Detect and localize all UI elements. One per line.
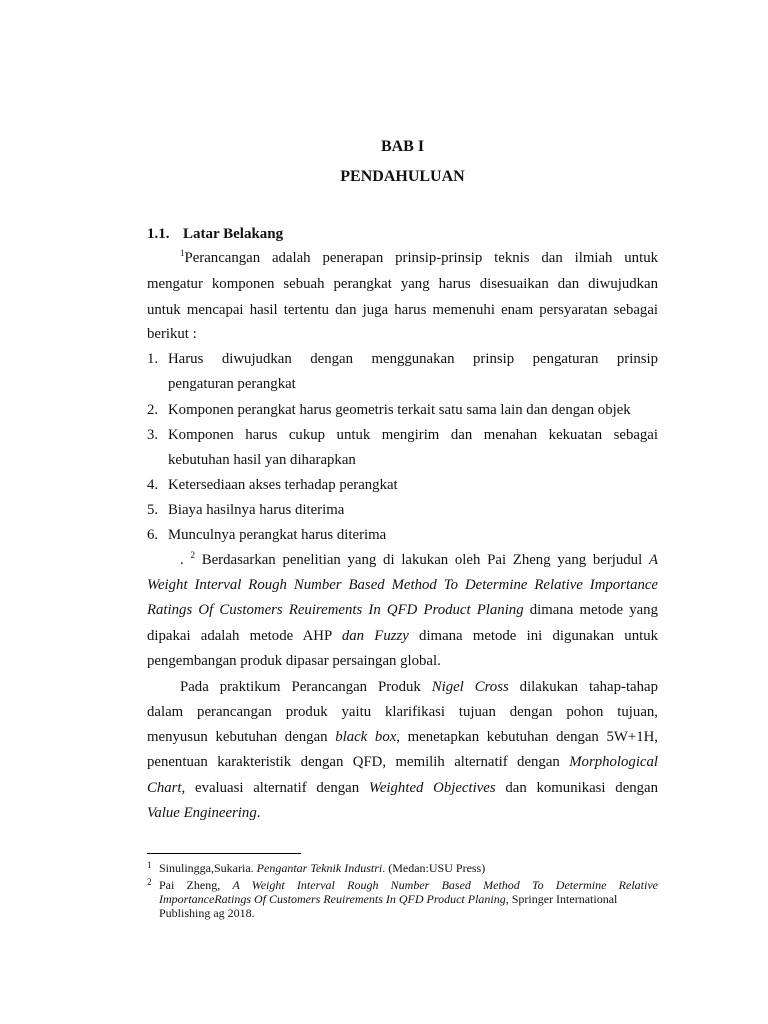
para3-line-4: penentuan karakteristik dengan QFD, memilih alternatif dengan Morphological (147, 754, 659, 770)
intro-line-1: $^1$Perancangan adalah penerapan prinsip-prinsip teknis dan ilmiah untuk (180, 248, 658, 266)
section-number: 1.1. (147, 226, 170, 242)
intro-line-3: untuk mencapai hasil tertentu dan juga harus memenuhi enam persyaratan sebagai (147, 302, 658, 318)
intro-line-4: berikut : (147, 326, 197, 342)
para2-line-2: Weight Interval Rough Number Based Method To Determine Relative Importance (147, 577, 658, 593)
list-item: 3. Komponen harus cukup untuk mengirim dan menahan kekuatan sebagai (147, 427, 658, 443)
list-item: 5. Biaya hasilnya harus diterima (147, 502, 345, 518)
list-item: 4. Ketersediaan akses terhadap perangkat (147, 477, 398, 493)
para2-line-4: dipakai adalah metode AHP dan Fuzzy dimana metode ini digunakan untuk (147, 628, 659, 644)
footnote-mark: 1 (147, 860, 152, 870)
para2-line-5: pengembangan produk dipasar persaingan global. (147, 653, 441, 669)
para3-line-2: dalam perancangan produk yaitu klarifikasi tujuan dengan pohon tujuan, (147, 704, 658, 720)
section-heading (147, 226, 283, 243)
footnote-ref-1: 1 (180, 248, 185, 259)
para3-line-5: Chart, evaluasi alternatif dengan Weighted Objectives dan komunikasi dengan (147, 780, 659, 796)
para3-line-1: Pada praktikum Perancangan Produk Nigel Cross dilakukan tahap-tahap (180, 679, 658, 695)
intro-line-2: mengatur komponen sebuah perangkat yang harus disesuaikan dan diwujudkan (147, 276, 658, 292)
footnote-ref-2: 2 (190, 550, 195, 561)
footnote-2-line-3: Publishing ag 2018. (159, 906, 255, 920)
list-item: 2. Komponen perangkat harus geometris terkait satu sama lain dan dengan objek (147, 402, 631, 418)
list-item: 6. Munculnya perangkat harus diterima (147, 527, 387, 543)
list-item: 1. Harus diwujudkan dengan menggunakan prinsip pengaturan prinsip (147, 351, 658, 367)
footnote-2-line-2: ImportanceRatings Of Customers Reuirements In QFD Product Planing, Springer International (159, 892, 618, 906)
para3-line-3: menyusun kebutuhan dengan black box, menetapkan kebutuhan dengan 5W+1H, (147, 729, 658, 745)
footnote-mark: 2 (147, 877, 152, 887)
document-page: BAB I PENDAHULUAN 1.1. Latar Belakang $^1$Perancangan adalah penerapan prinsip-prinsip teknis dan ilmiah untuk mengatur komponen sebuah perangkat yang harus disesuaikan dan diwujudkan untuk mencapai hasil tertentu dan juga harus memenuhi enam persyaratan sebagai berikut : 1. Harus diwujudkan dengan menggunakan prinsip pengaturan prinsip pengaturan perangkat 2. Komponen perangkat harus geometris terkait satu sama lain dan dengan objek 3. Komponen harus cukup untuk mengirim dan menahan kekuatan sebagai kebutuhan hasil yan diharapkan 4. Ketersediaan akses terhadap perangkat 5. Biaya hasilnya harus diterima 6. Munculnya perangkat harus diterima . $^2$ Berdasarkan penelitian yang di lakukan oleh Pai Zheng yang berjudul A Weight Interval Rough Number Based Method To Determine Relative Importance Ratings Of Customers Reuirements In QFD Product Planing dimana metode yang dipakai adalah metode AHP dan Fuzzy dimana metode ini digunakan untuk pengembangan produk dipasar persaingan global. Pada praktikum Perancangan Produk Nigel Cross dilakukan tahap-tahap dalam perancangan produk yaitu klarifikasi tujuan dengan pohon tujuan, menyusun kebutuhan dengan black box, menetapkan kebutuhan dengan 5W+1H, penentuan karakteristik dengan QFD, memilih alternatif dengan Morphological Chart, evaluasi alternatif dengan Weighted Objectives dan komunikasi dengan Value Engineering. 1 Sinulingga,Sukaria. Pengantar Teknik Industri. (Medan:USU Press) 2 Pai Zheng, A Weight Interval Rough Number Based Method To Determine Relative ImportanceRatings Of Customers Reuirements In QFD Product Planing, Springer International Publishing ag 2018. (147, 138, 659, 920)
chapter-number: BAB I (380, 138, 425, 155)
chapter-title: PENDAHULUAN (340, 168, 465, 185)
footnote-divider (147, 853, 301, 854)
list-item-continuation: pengaturan perangkat (168, 376, 296, 392)
para3-line-6: Value Engineering. (147, 805, 261, 821)
list-item-continuation: kebutuhan hasil yan diharapkan (168, 452, 356, 468)
para2-line-3: Ratings Of Customers Reuirements In QFD Product Planing dimana metode yang (147, 602, 658, 618)
section-title: Latar Belakang (183, 226, 284, 242)
para2-line-1: . $^2$ Berdasarkan penelitian yang di lakukan oleh Pai Zheng yang berjudul A (180, 550, 659, 568)
